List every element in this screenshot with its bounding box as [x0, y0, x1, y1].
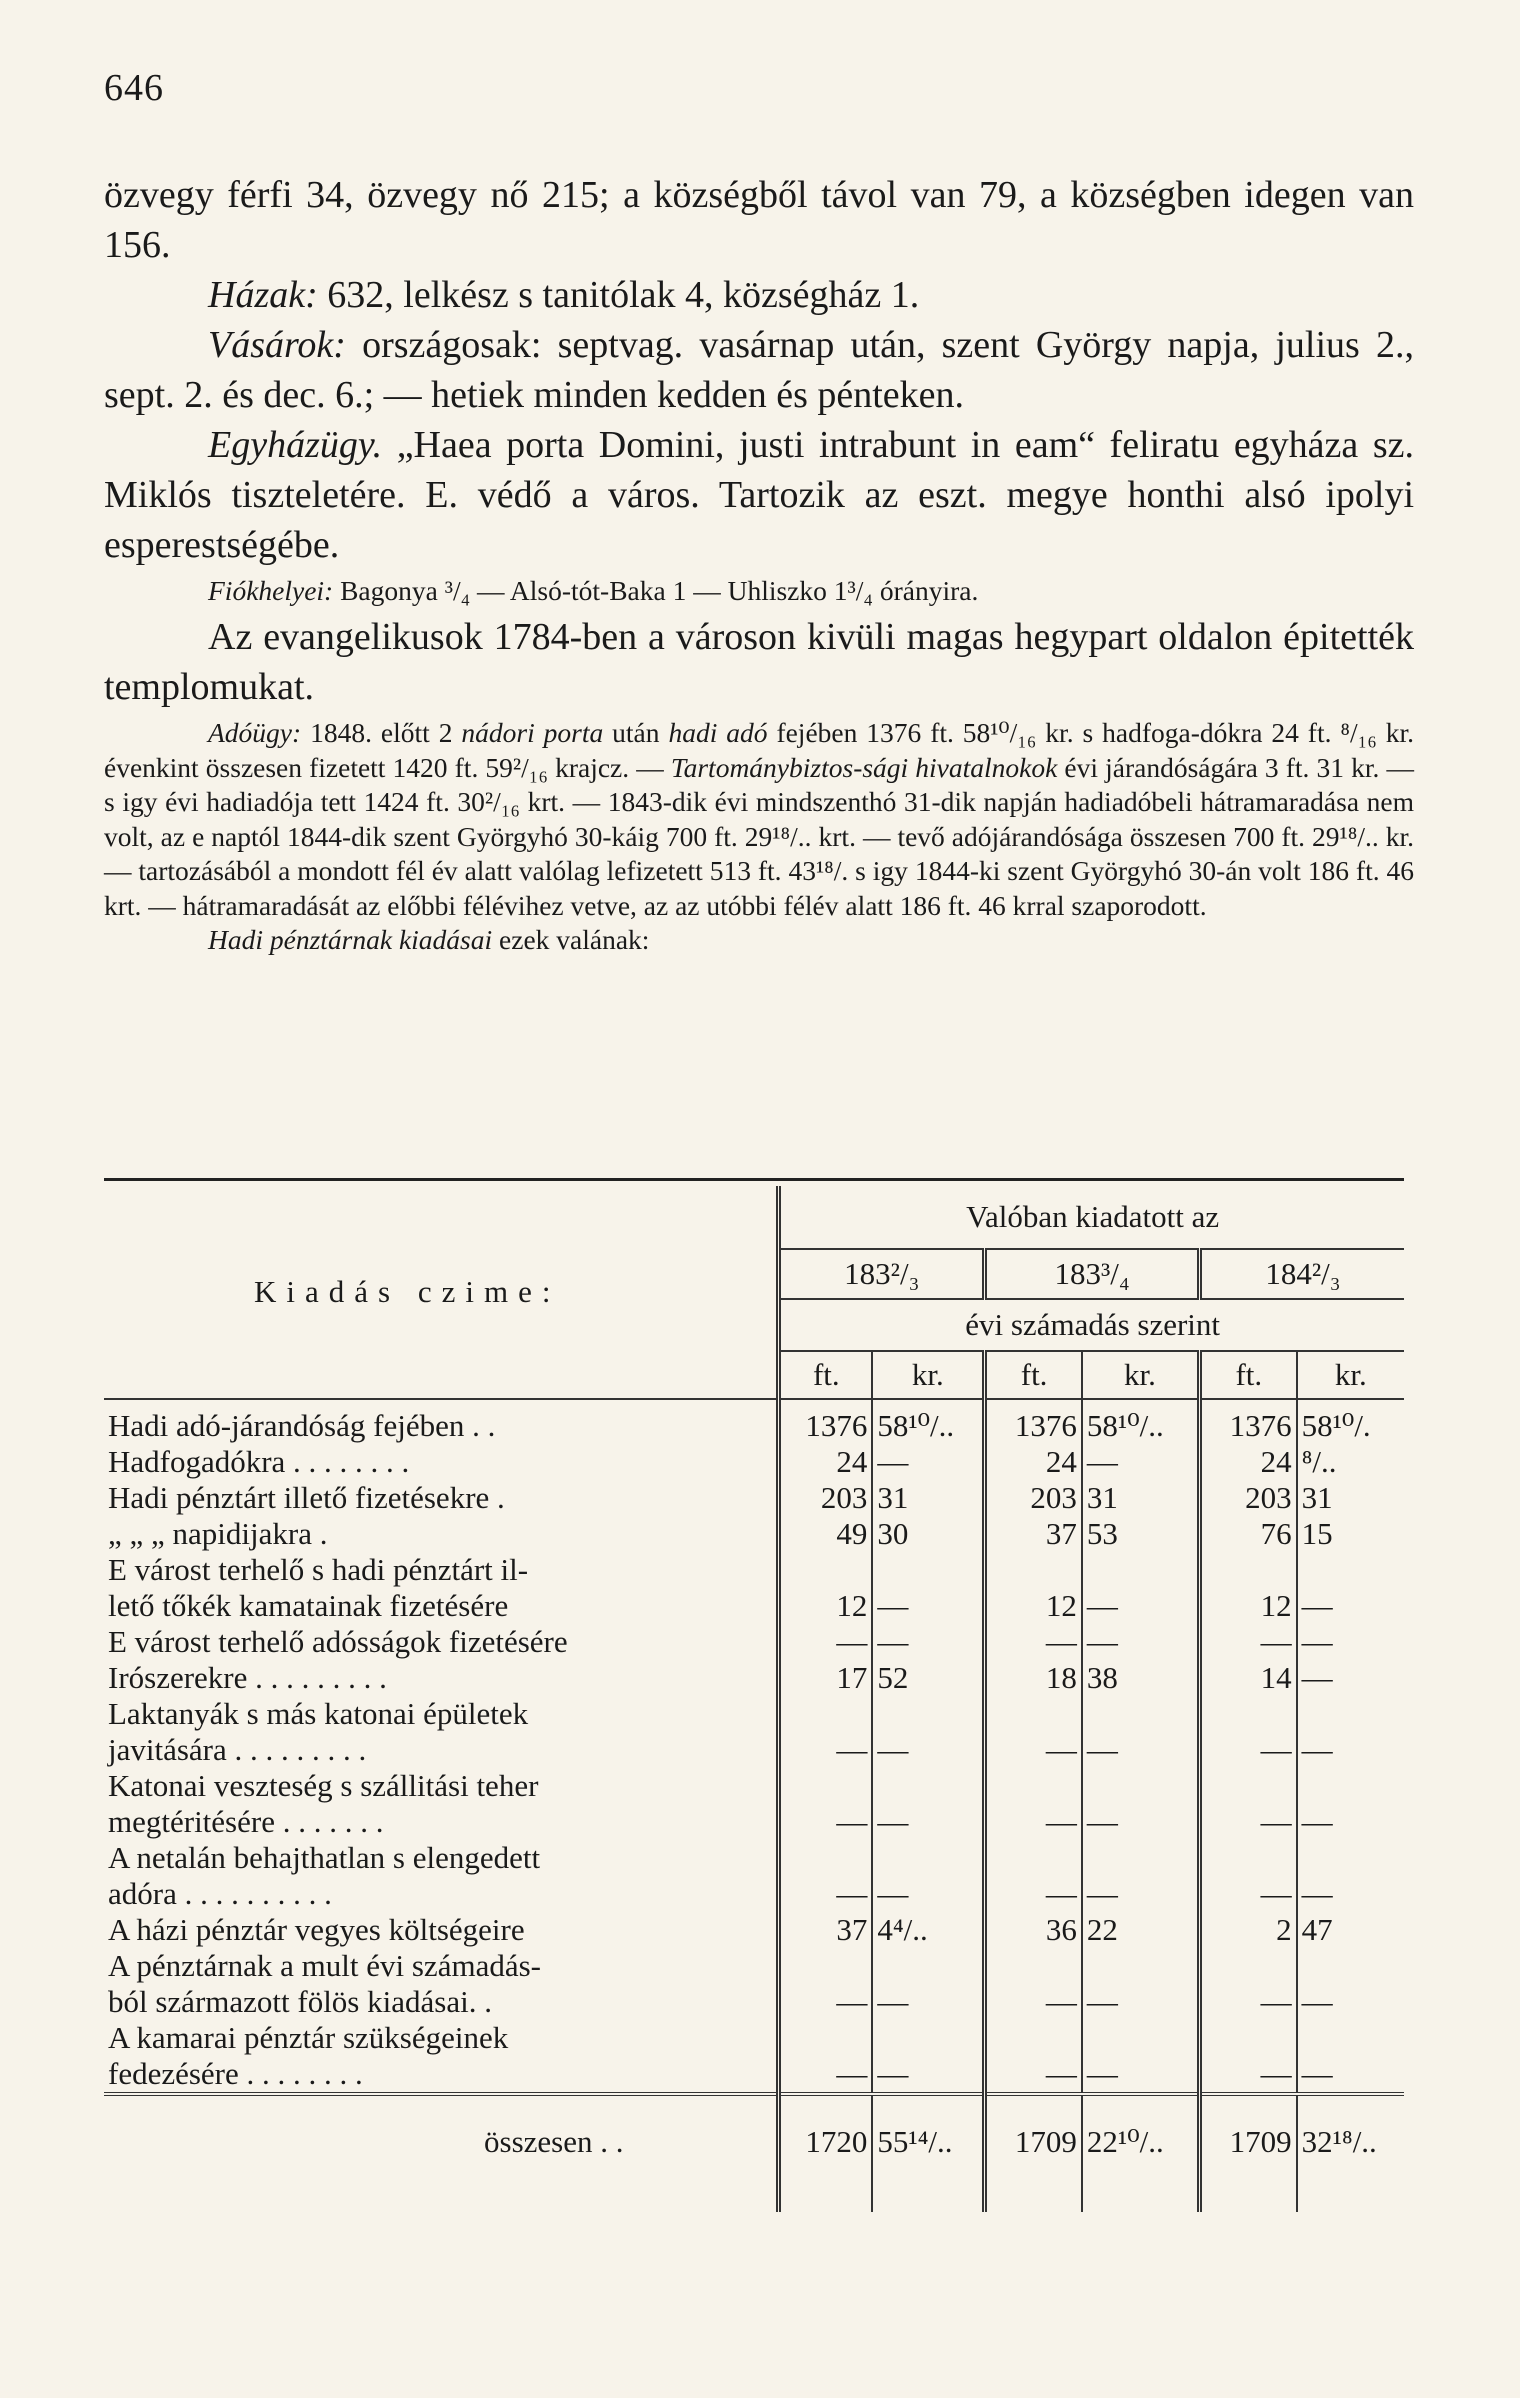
text-adougy-2: után [603, 717, 669, 748]
row-label: Hadi pénztárt illető fizetésekre . [108, 1480, 505, 1515]
cell-kr: — [872, 1732, 984, 1768]
row-label: megtéritésére . . . . . . . [108, 1804, 384, 1839]
total-ft-1: 1720 [779, 2094, 873, 2160]
table-row [104, 1984, 1404, 2020]
header-szamadas: évi számadás szerint [779, 1299, 1404, 1351]
cell-kr: ⁸/.. [1297, 1444, 1404, 1480]
cell-kr: — [872, 1804, 984, 1840]
cell-ft: — [1199, 1984, 1296, 2020]
cell-ft: 12 [1199, 1588, 1296, 1624]
cell-ft: 24 [985, 1444, 1082, 1480]
row-label: Hadi adó-járandóság fejében . . [108, 1408, 496, 1443]
cell-kr: — [1297, 1732, 1404, 1768]
total-kr-3: 32¹⁸/.. [1297, 2094, 1404, 2160]
cell-ft: 18 [985, 1660, 1082, 1696]
cell-ft: — [1199, 1732, 1296, 1768]
row-label: adóra . . . . . . . . . . [108, 1876, 332, 1911]
table-row [104, 2056, 1404, 2094]
cell-ft [1199, 1840, 1296, 1876]
cell-kr: — [872, 1588, 984, 1624]
cell-ft [1199, 1948, 1296, 1984]
table-row [104, 2020, 1404, 2056]
text-adougy-4: évi járandóságára 3 ft. 31 kr. — s igy évi hadiadója tett 1424 ft. 30²/₁₆ krt. — 1843-dik évi mindszenthó 31-dik napján hadiadóbeli hátramaradása nem volt, az e naptól 1844-dik szent Györgyhó 30-káig 700 ft. 29¹⁸/.. krt. — tevő adójárandósága összesen 700 ft. 29¹⁸/.. kr. — tartozásából a mondott fél év alatt valólag lefizetett 513 ft. 43¹⁸/. s igy 1844-ki szent Györgyhó 30-án volt 186 ft. 46 krt. — hátramaradását az előbbi félévihez vetve, az az utóbbi félév alatt 186 ft. 46 krral szaporodott. [104, 751, 1414, 921]
paragraph-fiok [104, 570, 1414, 612]
unit-kr-2: kr. [1082, 1351, 1200, 1399]
text-adougy-3: fejében 1376 ft. 58¹⁰/₁₆ kr. s hadfoga-dókra 24 ft. ⁸/₁₆ kr. évenkint összesen fizetett 1420 ft. 59²/₁₆ krajcz. — [104, 717, 1414, 783]
cell-kr: — [872, 1444, 984, 1480]
cell-ft: 76 [1199, 1516, 1296, 1552]
cell-kr: 31 [1297, 1480, 1404, 1516]
row-label: E várost terhelő s hadi pénztárt il- [108, 1552, 529, 1587]
cell-kr: — [872, 1984, 984, 2020]
cell-kr: — [1082, 1732, 1200, 1768]
cell-kr [1297, 2020, 1404, 2056]
paragraph-egyhaz [104, 420, 1414, 570]
cell-kr: 4⁴/.. [872, 1912, 984, 1948]
paragraph: özvegy férfi 34, özvegy nő 215; a községből távol van 79, a községben idegen van 156. [104, 174, 1414, 266]
row-label: A pénztárnak a mult évi számadás- [108, 1948, 541, 1983]
cell-ft: 37 [985, 1516, 1082, 1552]
table-bottom-spacer [104, 2160, 1404, 2212]
table-row [104, 1444, 1404, 1480]
cell-kr: — [872, 1624, 984, 1660]
cell-ft: — [1199, 1876, 1296, 1912]
cell-kr [872, 1552, 984, 1588]
cell-ft: 36 [985, 1912, 1082, 1948]
text-fiok: Bagonya ³/₄ — Alsó-tót-Baka 1 — Uhliszko 1³/₄ órányira. [333, 575, 979, 606]
cell-ft: 24 [1199, 1444, 1296, 1480]
header-year-3: 184²/₃ [1199, 1249, 1404, 1299]
cell-kr [1082, 1948, 1200, 1984]
cell-ft [1199, 1696, 1296, 1732]
label-hadi: Hadi pénztárnak kiadásai [208, 924, 493, 955]
cell-kr: — [1297, 1876, 1404, 1912]
cell-kr [1297, 1552, 1404, 1588]
cell-ft: — [779, 1876, 873, 1912]
text-vasarok: országosak: septvag. vasárnap után, szent György napja, julius 2., sept. 2. és dec. 6.; — hetiek minden kedden és pénteken. [104, 324, 1414, 416]
cell-kr [1082, 1696, 1200, 1732]
table-row [104, 1804, 1404, 1840]
cell-ft [985, 2020, 1082, 2056]
cell-kr: 31 [872, 1480, 984, 1516]
unit-kr-1: kr. [872, 1351, 984, 1399]
cell-ft: 12 [779, 1588, 873, 1624]
cell-ft: — [779, 2056, 873, 2094]
cell-ft: 37 [779, 1912, 873, 1948]
header-kiadas: Kiadás czime: [104, 1186, 779, 1399]
paragraph-evang: Az evangelikusok 1784-ben a városon kivüli magas hegypart oldalon épitették templomukat. [104, 616, 1414, 708]
paragraph-hadi [104, 923, 1414, 958]
cell-kr [872, 1840, 984, 1876]
cell-ft: — [985, 1624, 1082, 1660]
cell-kr: — [1082, 1588, 1200, 1624]
cell-ft [779, 1840, 873, 1876]
row-label: „ „ „ napidijakra . [108, 1516, 328, 1551]
cell-ft [1199, 1768, 1296, 1804]
cell-ft: — [779, 1804, 873, 1840]
row-label: Katonai veszteség s szállitási teher [108, 1768, 539, 1803]
cell-ft [985, 1696, 1082, 1732]
cell-kr: — [1297, 2056, 1404, 2094]
row-label: fedezésére . . . . . . . . [108, 2056, 363, 2091]
cell-kr [1297, 1840, 1404, 1876]
cell-kr: 53 [1082, 1516, 1200, 1552]
cell-kr: — [1082, 2056, 1200, 2094]
table-row [104, 1732, 1404, 1768]
cell-ft: — [985, 1984, 1082, 2020]
cell-kr [1297, 1948, 1404, 1984]
cell-kr [872, 2020, 984, 2056]
cell-ft [985, 1948, 1082, 1984]
cell-kr: 52 [872, 1660, 984, 1696]
cell-ft: 12 [985, 1588, 1082, 1624]
cell-ft: — [985, 1876, 1082, 1912]
label-egyhaz: Egyházügy. [208, 424, 383, 466]
cell-ft: 203 [1199, 1480, 1296, 1516]
text-adougy-it2: hadi adó [668, 717, 768, 748]
cell-kr [1082, 1768, 1200, 1804]
cell-kr: — [1082, 1984, 1200, 2020]
cell-kr: — [1297, 1660, 1404, 1696]
label-hazak: Házak: [208, 274, 318, 316]
cell-ft: 203 [985, 1480, 1082, 1516]
cell-kr: 22 [1082, 1912, 1200, 1948]
cell-kr [1082, 1552, 1200, 1588]
row-label: ból származott fölös kiadásai. . [108, 1984, 492, 2019]
cell-kr [872, 1768, 984, 1804]
cell-kr: — [1082, 1804, 1200, 1840]
cell-kr: 58¹⁰/.. [1082, 1399, 1200, 1444]
table-total-row [104, 2094, 1404, 2160]
row-label: Laktanyák s más katonai épületek [108, 1696, 529, 1731]
cell-ft: 49 [779, 1516, 873, 1552]
cell-kr: — [872, 2056, 984, 2094]
table-row [104, 1552, 1404, 1588]
text-hadi: ezek valának: [492, 924, 650, 955]
cell-kr: — [1297, 1804, 1404, 1840]
cell-ft: 17 [779, 1660, 873, 1696]
cell-kr: 58¹⁰/. [1297, 1399, 1404, 1444]
unit-ft-2: ft. [985, 1351, 1082, 1399]
cell-ft: 1376 [985, 1399, 1082, 1444]
cell-ft: 203 [779, 1480, 873, 1516]
cell-kr: — [1082, 1624, 1200, 1660]
cell-ft [985, 1552, 1082, 1588]
cell-kr: 31 [1082, 1480, 1200, 1516]
unit-kr-3: kr. [1297, 1351, 1404, 1399]
cell-kr [1082, 1840, 1200, 1876]
cell-kr: — [1297, 1984, 1404, 2020]
row-label: A kamarai pénztár szükségeinek [108, 2020, 509, 2055]
cell-kr: — [1082, 1444, 1200, 1480]
cell-ft: — [779, 1984, 873, 2020]
cell-kr [1297, 1768, 1404, 1804]
cell-kr: — [1297, 1624, 1404, 1660]
cell-kr [872, 1948, 984, 1984]
total-kr-1: 55¹⁴/.. [872, 2094, 984, 2160]
cell-ft: 1376 [1199, 1399, 1296, 1444]
cell-kr [1082, 2020, 1200, 2056]
row-label: A netalán behajthatlan s elengedett [108, 1840, 541, 1875]
cell-kr: 38 [1082, 1660, 1200, 1696]
row-label: lető tőkék kamatainak fizetésére [108, 1588, 509, 1623]
cell-ft [779, 1948, 873, 1984]
cell-ft: — [1199, 1804, 1296, 1840]
table-row [104, 1624, 1404, 1660]
cell-ft [985, 1840, 1082, 1876]
row-label: A házi pénztár vegyes költségeire [108, 1912, 525, 1947]
label-fiok: Fiókhelyei: [208, 575, 334, 606]
header-year-1: 183²/₃ [779, 1249, 985, 1299]
table-row [104, 1840, 1404, 1876]
cell-ft [779, 1552, 873, 1588]
row-label: E várost terhelő adósságok fizetésére [108, 1624, 568, 1659]
table-header-row [104, 1186, 1404, 1249]
cell-ft: — [1199, 2056, 1296, 2094]
row-label: Hadfogadókra . . . . . . . . [108, 1444, 410, 1479]
cell-kr [1297, 1696, 1404, 1732]
cell-ft: — [1199, 1624, 1296, 1660]
cell-kr: — [872, 1876, 984, 1912]
text-adougy-it3: Tartománybiztos-sági hivatalnokok [670, 751, 1058, 783]
cell-kr: 30 [872, 1516, 984, 1552]
cell-ft: 14 [1199, 1660, 1296, 1696]
text-adougy-1: 1848. előtt 2 [301, 717, 462, 748]
table-row [104, 1480, 1404, 1516]
row-label: javitására . . . . . . . . . [108, 1732, 367, 1767]
cell-ft [985, 1768, 1082, 1804]
cell-ft: — [985, 1732, 1082, 1768]
table-row [104, 1516, 1404, 1552]
cell-ft: 2 [1199, 1912, 1296, 1948]
cell-ft: 1376 [779, 1399, 873, 1444]
total-ft-2: 1709 [985, 2094, 1082, 2160]
paragraph-vasarok [104, 320, 1414, 420]
header-valoban: Valóban kiadatott az [779, 1186, 1404, 1249]
cell-ft: — [779, 1624, 873, 1660]
total-kr-2: 22¹⁰/.. [1082, 2094, 1200, 2160]
table-row [104, 1948, 1404, 1984]
text-egyhaz: „Haea porta Domini, justi intrabunt in eam“ feliratu egyháza sz. Miklós tiszteletére. E. védő a város. Tartozik az eszt. megye honthi alsó ipolyi esperestségébe. [104, 424, 1414, 566]
cell-ft [779, 2020, 873, 2056]
cell-kr: 15 [1297, 1516, 1404, 1552]
cell-kr [872, 1696, 984, 1732]
row-label: Irószerekre . . . . . . . . . [108, 1660, 387, 1695]
table-row [104, 1696, 1404, 1732]
paragraph-adougy [104, 716, 1414, 923]
paragraph-hazak [104, 270, 1414, 320]
table-row [104, 1588, 1404, 1624]
expense-table [104, 1186, 1404, 2212]
unit-ft-3: ft. [1199, 1351, 1296, 1399]
table-row [104, 1660, 1404, 1696]
cell-kr: 58¹⁰/.. [872, 1399, 984, 1444]
cell-ft: — [779, 1732, 873, 1768]
unit-ft-1: ft. [779, 1351, 873, 1399]
text-adougy-it1: nádori porta [461, 717, 604, 748]
text-hazak: 632, lelkész s tanitólak 4, községház 1. [317, 274, 920, 316]
table-row [104, 1876, 1404, 1912]
cell-kr: — [1297, 1588, 1404, 1624]
cell-ft [1199, 1552, 1296, 1588]
cell-ft [779, 1768, 873, 1804]
body-text [104, 170, 1414, 958]
cell-ft: — [985, 2056, 1082, 2094]
table-row [104, 1768, 1404, 1804]
cell-ft: — [985, 1804, 1082, 1840]
page-number: 646 [104, 67, 164, 109]
cell-ft: 24 [779, 1444, 873, 1480]
table-row [104, 1399, 1404, 1444]
total-ft-3: 1709 [1199, 2094, 1296, 2160]
total-label: összesen . . [104, 2094, 779, 2160]
label-adougy: Adóügy: [208, 717, 302, 748]
cell-kr: 47 [1297, 1912, 1404, 1948]
cell-kr: — [1082, 1876, 1200, 1912]
table-top-rule [104, 1178, 1404, 1181]
label-vasarok: Vásárok: [208, 324, 346, 366]
header-year-2: 183³/₄ [985, 1249, 1200, 1299]
cell-ft [779, 1696, 873, 1732]
cell-ft [1199, 2020, 1296, 2056]
table-row [104, 1912, 1404, 1948]
